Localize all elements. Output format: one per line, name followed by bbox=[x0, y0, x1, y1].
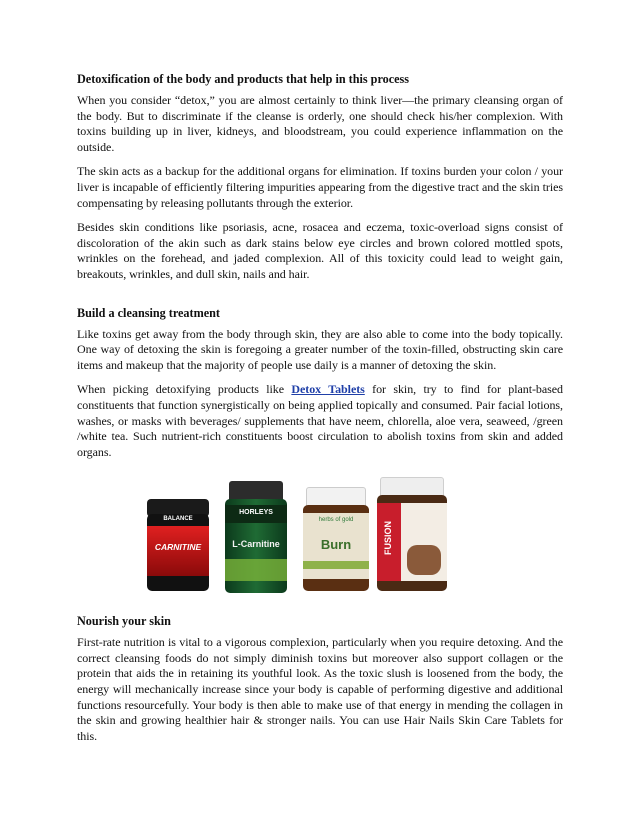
carnitine-bottle bbox=[147, 499, 209, 591]
product-image bbox=[77, 469, 563, 599]
fusion-bottle bbox=[377, 477, 447, 591]
paragraph: Like toxins get away from the body through skin, they are also able to come into the body topically. One way of detoxing the skin is foregoing a greater number of the toxin-filled, obstructing skin care items and makeup that the majority of people use daily is a manner of detoxing the skin. bbox=[77, 326, 563, 372]
section-heading-nourish-skin: Nourish your skin bbox=[77, 614, 171, 629]
detox-tablets-link[interactable]: Detox Tablets bbox=[291, 382, 365, 397]
bottle-brand-text: herbs of gold bbox=[318, 517, 354, 524]
paragraph: Besides skin conditions like psoriasis, acne, rosacea and eczema, toxic-overload signs consist of discoloration of the akin such as dark stains below eye circles and brown colored mottled spots, wrinkles on the forehead, and jaded complexion. All of this toxicity could lead to weight gain, breakouts, wrinkles, and dull skin, nails and hair. bbox=[77, 220, 563, 281]
section-heading-detoxification: Detoxification of the body and products that help in this process bbox=[77, 72, 410, 86]
section-heading-cleansing-treatment: Build a cleansing treatment bbox=[77, 305, 220, 320]
paragraph: First-rate nutrition is vital to a vigorous complexion, particularly when you require detoxing. And the correct cleansing foods do not simply diminish toxins but moreover also support collagen or the protein that aids the in retaining its youthful look. As the toxic slush is loosened from the body, the energy will mechanically increase since your body is capable of performing digestive and additional functions resourcefully. Your body is then able to make use of that energy in mending the collagen in the skin and growing healthier hair & stronger nails. You can use Hair Nails Skin Care Tablets for this. bbox=[77, 635, 563, 743]
paragraph-with-link bbox=[77, 382, 563, 460]
paragraph: The skin acts as a backup for the additional organs for elimination. If toxins burden your colon / your liver is incapable of efficiently filtering impurities appearing from the digestive tract and the skin tries compensating by releasing pollutants through the exterior. bbox=[77, 164, 563, 210]
bottle-name-text: Burn bbox=[320, 537, 352, 553]
document-content bbox=[77, 71, 563, 753]
paragraph: When you consider “detox,” you are almost certainly to think liver—the primary cleansing organ of the body. But to discriminate if the cleanse is orderly, one should check his/her complexion. With toxins building up in liver, kidneys, and bloodstream, you could experience inflammation on the outside. bbox=[77, 93, 563, 154]
bottle-brand-text: HORLEYS bbox=[239, 509, 273, 517]
paragraph-text: When picking detoxifying products like bbox=[77, 382, 292, 397]
bottle-brand-text: BALANCE bbox=[163, 516, 193, 523]
bottle-name-text: FUSION bbox=[383, 521, 393, 556]
paragraph-text: for skin, try to find for plant-based constituents that function synergistically on being applied topically and consumed. Pair facial lotions, washes, or masks with beverages/ supplements that have neem, chlorella, aloe vera, seaweed, /green /white tea. Such nutrient-rich constituents boost circulation to abolish toxins from skin and added organs. bbox=[77, 382, 564, 459]
bottle-name-text: L-Carnitine bbox=[232, 539, 280, 550]
bottle-name-text: CARNITINE bbox=[154, 542, 202, 553]
burn-bottle bbox=[303, 487, 369, 591]
l-carnitine-bottle bbox=[225, 481, 287, 593]
